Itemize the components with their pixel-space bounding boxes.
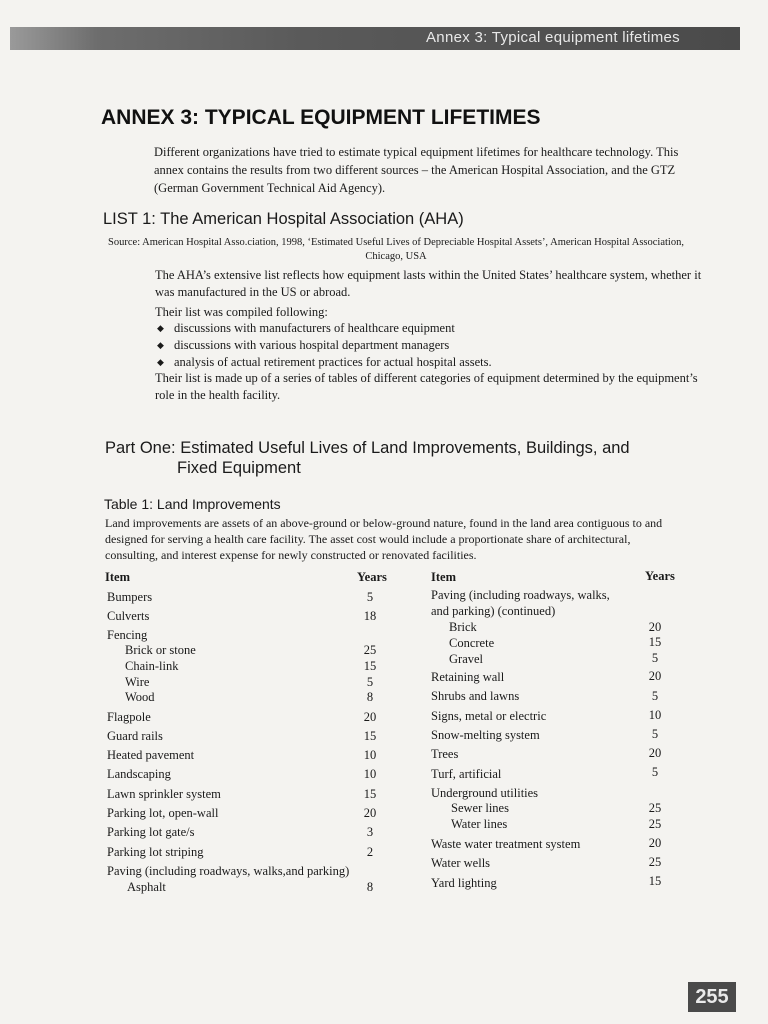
aha-paragraph: The AHA’s extensive list reflects how equipment lasts within the United States’ healthcare system, whether it was manufactured in the US or abroad.: [155, 268, 702, 299]
list1-heading: LIST 1: The American Hospital Association (AHA): [103, 210, 464, 228]
table-cell-years: 20: [648, 620, 662, 634]
table-cell-item: Retaining wall: [431, 670, 505, 684]
table-cell-item: Parking lot, open-wall: [107, 806, 219, 820]
col-header-years: Years: [645, 569, 675, 583]
table-cell-item: Lawn sprinkler system: [107, 787, 221, 801]
table-cell-years: 10: [363, 767, 377, 781]
table-cell-item: Paving (including roadways, walks,and parking): [107, 864, 350, 878]
table-cell-years: 2: [366, 845, 374, 859]
table-cell-years: 15: [648, 635, 662, 649]
table-cell-item: Parking lot gate/s: [107, 825, 195, 839]
table-cell-item: Heated pavement: [107, 748, 195, 762]
table-cell-item: Asphalt: [127, 880, 166, 894]
source-citation: Source: American Hospital Asso.ciation, 1998, ‘Estimated Useful Lives of Depreciable Hospital Assets’, American Hospital Association, Chicago, USA: [108, 237, 684, 262]
table1-description: Land improvements are assets of an above-ground or below-ground nature, found in the land area contiguous to and designed for serving a health care facility. The asset cost would include a proportionate share of architectural, consulting, and interest expense for newly constructed or renovated facilities.: [105, 516, 663, 562]
table-cell-item: Chain-link: [125, 659, 179, 673]
table-cell-years: 5: [651, 765, 659, 779]
table-cell-years: 10: [648, 708, 662, 722]
table-cell-years: 5: [651, 651, 659, 665]
table-cell-years: 20: [363, 710, 377, 724]
table-cell-item: Flagpole: [107, 710, 151, 724]
table-cell-years: 25: [648, 801, 662, 815]
table-cell-item: Gravel: [449, 652, 484, 666]
table-cell-years: 15: [363, 659, 377, 673]
bullet-item: ◆ discussions with various hospital department managers: [157, 337, 677, 354]
series-paragraph: Their list is made up of a series of tables of different categories of equipment determined by the equipment’s role in the health facility.: [155, 371, 698, 402]
running-header: Annex 3: Typical equipment lifetimes: [426, 29, 680, 46]
table-cell-item: Yard lighting: [431, 876, 497, 890]
table-cell-years: 20: [648, 836, 662, 850]
table-cell-years: 15: [363, 787, 377, 801]
col-header-item: Item: [105, 570, 130, 584]
header-banner: [10, 27, 740, 50]
table-cell-item: Fencing: [107, 628, 148, 642]
table-cell-item: Brick: [449, 620, 477, 634]
table-cell-years: 25: [648, 817, 662, 831]
table-cell-years: 25: [648, 855, 662, 869]
table-cell-years: 5: [366, 675, 374, 689]
bullet-item: ◆ analysis of actual retirement practices for actual hospital assets.: [157, 354, 677, 371]
intro-paragraph: Different organizations have tried to estimate typical equipment lifetimes for healthcare technology. This annex contains the results from two different sources – the American Hospital Association, and the GTZ (German Government Technical Aid Agency).: [154, 145, 679, 195]
compiled-paragraph: Their list was compiled following:: [155, 305, 328, 319]
table-cell-years: 18: [363, 609, 377, 623]
table-cell-years: 20: [648, 746, 662, 760]
table-cell-item: Underground utilities: [431, 786, 539, 800]
table-cell-years: 8: [366, 690, 374, 704]
table-cell-item: Water lines: [451, 817, 508, 831]
table-cell-item: Concrete: [449, 636, 495, 650]
table-cell-years: 25: [363, 643, 377, 657]
table-cell-item: Landscaping: [107, 767, 171, 781]
table-cell-item: Wire: [125, 675, 150, 689]
table-cell-years: 15: [363, 729, 377, 743]
table-cell-item: Sewer lines: [451, 801, 509, 815]
table-cell-years: 5: [651, 727, 659, 741]
part-one-heading-line1: Part One: Estimated Useful Lives of Land Improvements, Buildings, and: [105, 439, 630, 457]
table-cell-years: 10: [363, 748, 377, 762]
page-title: ANNEX 3: TYPICAL EQUIPMENT LIFETIMES: [101, 106, 541, 129]
page-number: 255: [688, 982, 736, 1012]
table-cell-item: Snow-melting system: [431, 728, 540, 742]
table-cell-item: Signs, metal or electric: [431, 709, 547, 723]
table-cell-item: Bumpers: [107, 590, 153, 604]
table-cell-item: Wood: [125, 690, 155, 704]
table-cell-years: 20: [648, 669, 662, 683]
table-cell-item: and parking) (continued): [431, 604, 556, 618]
table-cell-item: Paving (including roadways, walks,: [431, 588, 610, 602]
table-cell-years: 8: [366, 880, 374, 894]
table-cell-years: 5: [651, 689, 659, 703]
table-cell-years: 20: [363, 806, 377, 820]
table-cell-item: Culverts: [107, 609, 150, 623]
table1-heading: Table 1: Land Improvements: [104, 496, 281, 512]
part-one-heading-line2: Fixed Equipment: [177, 459, 301, 477]
table-cell-item: Shrubs and lawns: [431, 689, 520, 703]
table-cell-item: Trees: [431, 747, 459, 761]
table-cell-item: Water wells: [431, 856, 491, 870]
table-cell-item: Brick or stone: [125, 643, 196, 657]
table-cell-item: Waste water treatment system: [431, 837, 581, 851]
part-one-heading: [105, 438, 630, 478]
col-header-item: Item: [431, 570, 456, 584]
table-cell-years: 5: [366, 590, 374, 604]
table-cell-years: 3: [366, 825, 374, 839]
bullet-list: [157, 320, 677, 371]
col-header-years: Years: [357, 570, 387, 584]
bullet-item: ◆ discussions with manufacturers of healthcare equipment: [157, 320, 677, 337]
table-cell-item: Parking lot striping: [107, 845, 204, 859]
table-cell-years: 15: [648, 874, 662, 888]
table-cell-item: Guard rails: [107, 729, 163, 743]
table-cell-item: Turf, artificial: [431, 767, 502, 781]
